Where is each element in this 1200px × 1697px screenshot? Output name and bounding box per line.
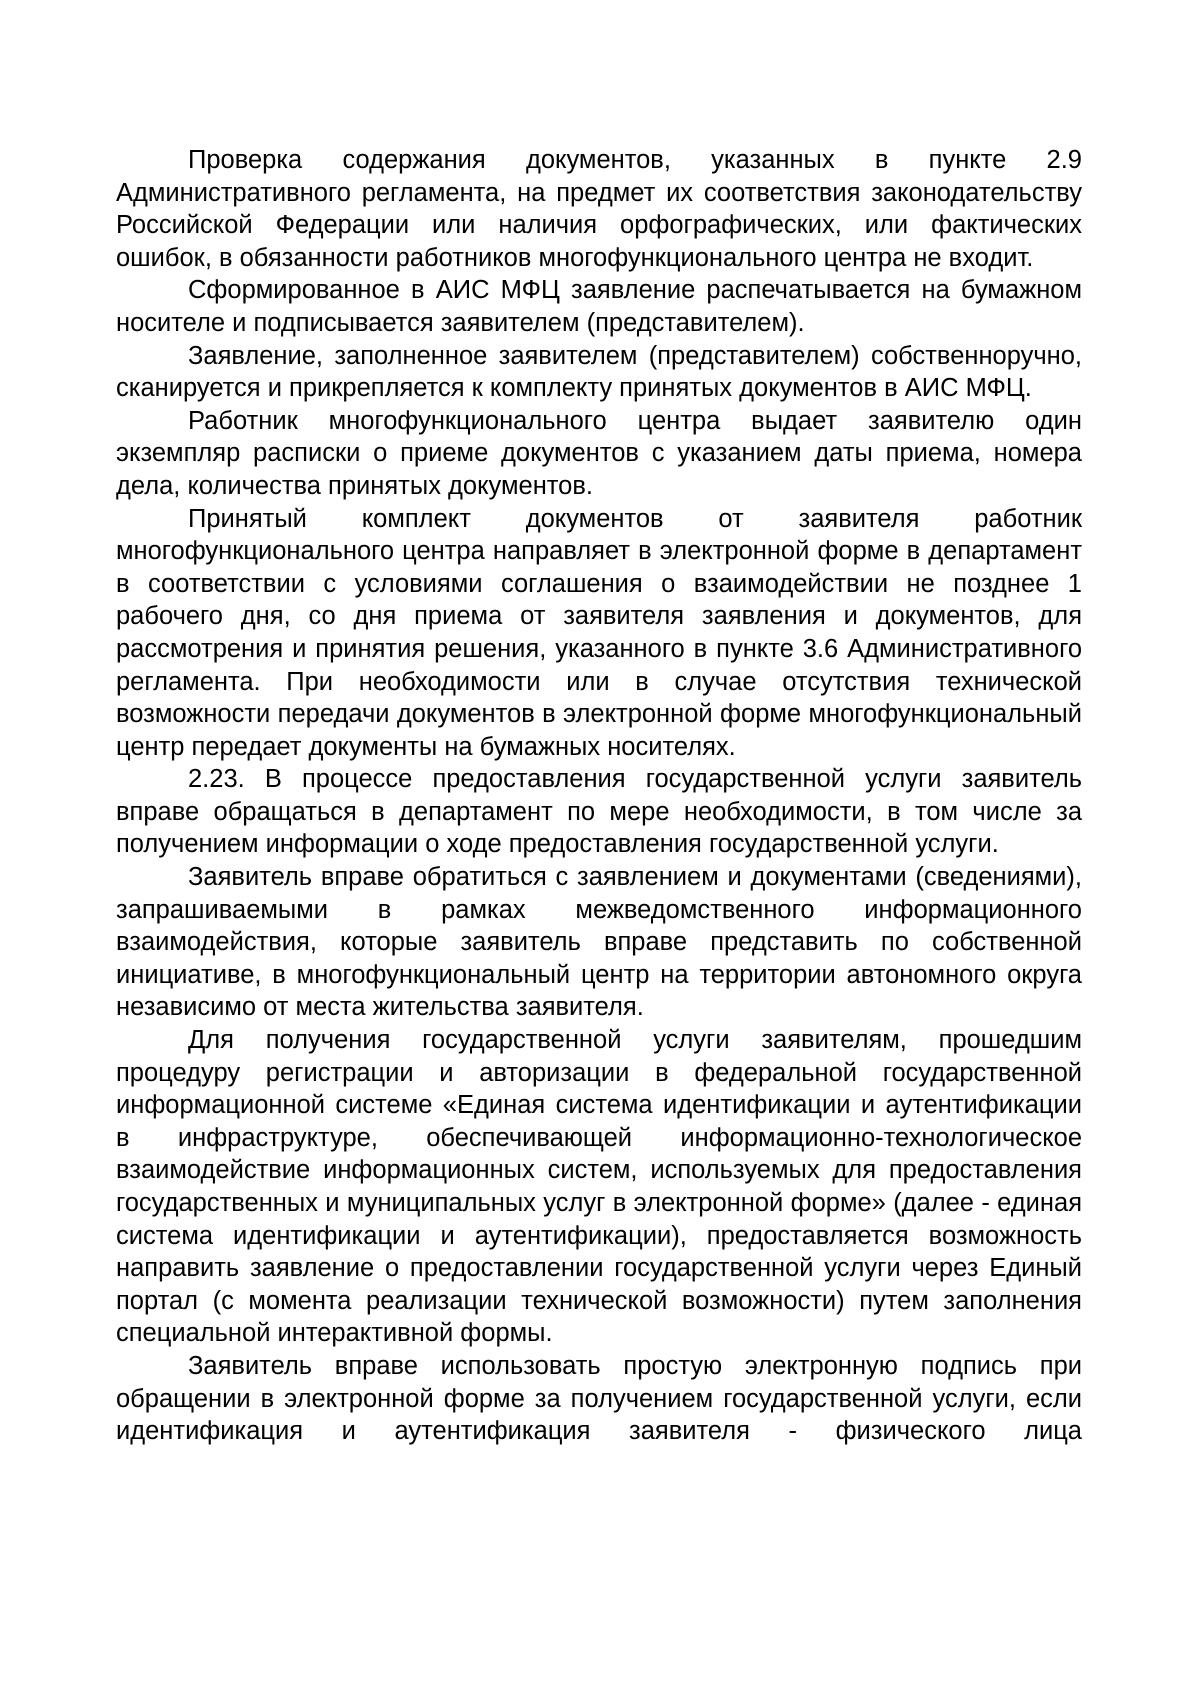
paragraph-document-check: Проверка содержания документов, указанных в пункте 2.9 Административного регламента, на предмет их соответствия законодательству Российской Федерации или наличия орфографических, или фактических ошибок, в обязанности работников многофункционального центра не входит. <box>116 146 1082 272</box>
paragraph-application-scan: Заявление, заполненное заявителем (представителем) собственноручно, сканируется и прикрепляется к комплекту принятых документов в АИС МФЦ. <box>116 341 1082 403</box>
paragraph-applicant-right: Заявитель вправе обратиться с заявлением и документами (сведениями), запрашиваемыми в рамках межведомственного информационного взаимодействия, которые заявитель вправе представить по собственной инициативе, в многофункциональный центр на территории автономного округа независимо от места жительства заявителя. <box>116 863 1082 1022</box>
document-page <box>116 144 1082 1448</box>
paragraph-section-2-23: 2.23. В процессе предоставления государственной услуги заявитель вправе обращаться в департамент по мере необходимости, в том числе за получением информации о ходе предоставления государственной услуги. <box>116 765 1082 859</box>
paragraph-application-print: Сформированное в АИС МФЦ заявление распечатывается на бумажном носителе и подписывается заявителем (представителем). <box>116 276 1082 337</box>
paragraph-receipt: Работник многофункционального центра выдает заявителю один экземпляр расписки о приеме документов с указанием даты приема, номера дела, количества принятых документов. <box>116 406 1082 500</box>
paragraph-esia: Для получения государственной услуги заявителям, прошедшим процедуру регистрации и авторизации в федеральной государственной информационной системе «Единая система идентификации и аутентификации в инфраструктуре, обеспечивающей информационно-технологическое взаимодействие информационных систем, используемых для предоставления государственных и муниципальных услуг в электронной форме» (далее - единая система идентификации и аутентификации), предоставляется возможность направить заявление о предоставлении государственной услуги через Единый портал (с момента реализации технической возможности) путем заполнения специальной интерактивной формы. <box>116 1026 1082 1348</box>
paragraph-documents-transfer: Принятый комплект документов от заявителя работник многофункционального центра направляет в электронной форме в департамент в соответствии с условиями соглашения о взаимодействии не позднее 1 рабочего дня, со дня приема от заявителя заявления и документов, для рассмотрения и принятия решения, указанного в пункте 3.6 Административного регламента. При необходимости или в случае отсутствия технической возможности передачи документов в электронной форме многофункциональный центр передает документы на бумажных носителях. <box>116 504 1082 761</box>
paragraph-electronic-signature: Заявитель вправе использовать простую электронную подпись при обращении в электронной форме за получением государственной услуги, если идентификация и аутентификация заявителя - физического лица <box>116 1351 1082 1446</box>
